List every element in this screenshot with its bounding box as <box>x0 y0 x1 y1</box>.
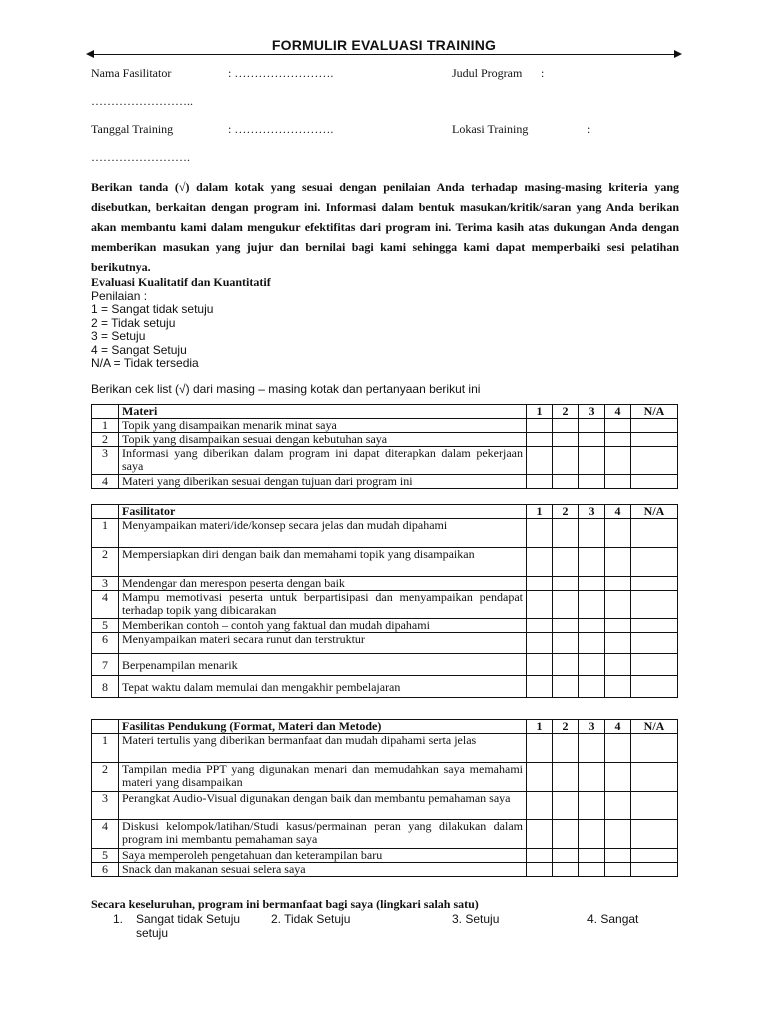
form-title: FORMULIR EVALUASI TRAINING <box>271 37 497 53</box>
table-row <box>92 820 678 849</box>
rating-checkbox[interactable] <box>605 419 631 433</box>
row-number: 4 <box>92 591 119 619</box>
table-corner <box>92 720 119 734</box>
criterion-text: Memberikan contoh – contoh yang faktual dan mudah dipahami <box>119 619 527 633</box>
table-row <box>92 676 678 698</box>
rating-checkbox[interactable] <box>527 577 553 591</box>
table-corner <box>92 405 119 419</box>
rating-checkbox[interactable] <box>605 654 631 676</box>
criterion-text: Saya memperoleh pengetahuan dan keterampilan baru <box>119 849 527 863</box>
rating-checkbox[interactable] <box>605 820 631 849</box>
rating-checkbox[interactable] <box>631 820 678 849</box>
criterion-text: Snack dan makanan sesuai selera saya <box>119 863 527 877</box>
rating-checkbox[interactable] <box>631 792 678 820</box>
rating-checkbox[interactable] <box>579 548 605 577</box>
intro-paragraph: Berikan tanda (√) dalam kotak yang sesuai dengan penilaian Anda terhadap masing-masing kriteria yang disebutkan, berkaitan dengan program ini. Informasi dalam bentuk masukan/kritik/saran yang Anda berikan akan membantu kami dalam mengukur efektifitas dari program ini. Terima kasih atas dukungan Anda dengan memberikan masukan yang jujur dan bernilai bagi kami sehingga kami dapat memperbaiki sesi pelatihan berikutnya. <box>91 180 679 274</box>
rating-col-4: 4 <box>605 505 631 519</box>
rating-checkbox[interactable] <box>527 548 553 577</box>
rating-col-4: 4 <box>605 720 631 734</box>
rating-checkbox[interactable] <box>631 734 678 763</box>
option-sangat-setuju-continued: setuju <box>136 926 169 940</box>
scale-item: 3 = Setuju <box>91 329 146 343</box>
criterion-text: Informasi yang diberikan dalam program ini dapat diterapkan dalam pekerjaan saya <box>119 447 527 475</box>
lokasi-training-label: Lokasi Training <box>452 122 529 136</box>
row-number: 1 <box>92 519 119 548</box>
lokasi-training-colon: : <box>587 122 591 136</box>
rating-col-2: 2 <box>553 405 579 419</box>
rating-checkbox[interactable] <box>631 863 678 877</box>
rating-checkbox[interactable] <box>527 591 553 619</box>
tanggal-training-field[interactable]: : ……………………. <box>228 122 334 136</box>
table-row <box>92 654 678 676</box>
criterion-text: Menyampaikan materi/ide/konsep secara jelas dan mudah dipahami <box>119 519 527 548</box>
rating-col-4: 4 <box>605 405 631 419</box>
rating-checkbox[interactable] <box>579 633 605 654</box>
rating-checkbox[interactable] <box>631 633 678 654</box>
row-number: 2 <box>92 433 119 447</box>
rating-checkbox[interactable] <box>579 619 605 633</box>
rating-checkbox[interactable] <box>553 519 579 548</box>
criterion-text: Topik yang disampaikan sesuai dengan kebutuhan saya <box>119 433 527 447</box>
rating-checkbox[interactable] <box>631 849 678 863</box>
table-row <box>92 763 678 792</box>
option-setuju[interactable]: 3. Setuju <box>452 912 500 926</box>
rating-checkbox[interactable] <box>579 419 605 433</box>
criterion-text: Tepat waktu dalam memulai dan mengakhir pembelajaran <box>119 676 527 698</box>
rating-checkbox[interactable] <box>605 475 631 489</box>
rating-checkbox[interactable] <box>527 792 553 820</box>
rating-checkbox[interactable] <box>605 633 631 654</box>
rating-checkbox[interactable] <box>605 676 631 698</box>
row-number: 7 <box>92 654 119 676</box>
option-tidak-setuju[interactable]: 2. Tidak Setuju <box>271 912 351 926</box>
rating-checkbox[interactable] <box>605 863 631 877</box>
row-number: 3 <box>92 447 119 475</box>
rating-checkbox[interactable] <box>605 548 631 577</box>
row-number: 8 <box>92 676 119 698</box>
rating-checkbox[interactable] <box>527 763 553 792</box>
rating-checkbox[interactable] <box>579 591 605 619</box>
fasilitas-table <box>91 719 678 877</box>
rating-checkbox[interactable] <box>579 433 605 447</box>
row-number: 2 <box>92 763 119 792</box>
criterion-text: Tampilan media PPT yang digunakan menari dan memudahkan saya memahami materi yang disampaikan <box>119 763 527 792</box>
rating-checkbox[interactable] <box>579 792 605 820</box>
criterion-text: Topik yang disampaikan menarik minat saya <box>119 419 527 433</box>
rating-checkbox[interactable] <box>527 433 553 447</box>
rating-checkbox[interactable] <box>553 447 579 475</box>
rating-checkbox[interactable] <box>579 763 605 792</box>
criterion-text: Berpenampilan menarik <box>119 654 527 676</box>
rating-col-3: 3 <box>579 505 605 519</box>
instruction-text: Berikan cek list (√) dari masing – masing kotak dan pertanyaan berikut ini <box>91 382 481 396</box>
row-number: 1 <box>92 734 119 763</box>
rating-checkbox[interactable] <box>579 654 605 676</box>
rating-checkbox[interactable] <box>605 577 631 591</box>
table-row <box>92 475 678 489</box>
rating-checkbox[interactable] <box>579 820 605 849</box>
rating-checkbox[interactable] <box>631 447 678 475</box>
row-number: 2 <box>92 548 119 577</box>
rating-checkbox[interactable] <box>631 433 678 447</box>
criterion-text: Mendengar dan merespon peserta dengan baik <box>119 577 527 591</box>
rating-checkbox[interactable] <box>553 792 579 820</box>
judul-program-label: Judul Program <box>452 66 523 80</box>
table-row <box>92 863 678 877</box>
rating-checkbox[interactable] <box>605 849 631 863</box>
rating-checkbox[interactable] <box>553 433 579 447</box>
rating-checkbox[interactable] <box>553 734 579 763</box>
rating-checkbox[interactable] <box>527 447 553 475</box>
rating-checkbox[interactable] <box>605 792 631 820</box>
rule-arrow-right-icon <box>674 50 682 58</box>
scale-item: 4 = Sangat Setuju <box>91 342 187 357</box>
table-row <box>92 849 678 863</box>
rating-checkbox[interactable] <box>631 619 678 633</box>
rating-checkbox[interactable] <box>605 734 631 763</box>
rating-checkbox[interactable] <box>579 447 605 475</box>
row-number: 1 <box>92 419 119 433</box>
table-heading: Materi <box>119 405 527 419</box>
materi-table <box>91 404 678 489</box>
rating-checkbox[interactable] <box>553 633 579 654</box>
rating-checkbox[interactable] <box>631 654 678 676</box>
rating-col-na: N/A <box>631 720 678 734</box>
scale-item: 2 = Tidak setuju <box>91 315 176 330</box>
table-row <box>92 548 678 577</box>
row-number: 3 <box>92 792 119 820</box>
rating-checkbox[interactable] <box>631 591 678 619</box>
rating-checkbox[interactable] <box>579 475 605 489</box>
rating-checkbox[interactable] <box>605 519 631 548</box>
table-row <box>92 619 678 633</box>
row-number: 5 <box>92 849 119 863</box>
rating-col-3: 3 <box>579 720 605 734</box>
rating-checkbox[interactable] <box>631 475 678 489</box>
rating-checkbox[interactable] <box>579 849 605 863</box>
overall-question: Secara keseluruhan, program ini bermanfaat bagi saya (lingkari salah satu) <box>91 897 479 911</box>
option-sangat-setuju[interactable]: 4. Sangat <box>587 912 639 926</box>
rating-checkbox[interactable] <box>553 654 579 676</box>
criterion-text: Menyampaikan materi secara runut dan terstruktur <box>119 633 527 654</box>
rating-col-3: 3 <box>579 405 605 419</box>
rating-checkbox[interactable] <box>579 577 605 591</box>
criterion-text: Mempersiapkan diri dengan baik dan memahami topik yang disampaikan <box>119 548 527 577</box>
rating-checkbox[interactable] <box>631 676 678 698</box>
rating-checkbox[interactable] <box>527 419 553 433</box>
rating-checkbox[interactable] <box>579 734 605 763</box>
rating-checkbox[interactable] <box>553 619 579 633</box>
rating-checkbox[interactable] <box>605 763 631 792</box>
rating-checkbox[interactable] <box>553 419 579 433</box>
rating-checkbox[interactable] <box>527 654 553 676</box>
table-corner <box>92 505 119 519</box>
table-row <box>92 591 678 619</box>
scale-item: 1 = Sangat tidak setuju <box>91 302 214 316</box>
table-row <box>92 419 678 433</box>
table-row <box>92 633 678 654</box>
rating-checkbox[interactable] <box>553 475 579 489</box>
rating-checkbox[interactable] <box>527 676 553 698</box>
fasilitator-table <box>91 504 678 698</box>
rating-checkbox[interactable] <box>553 548 579 577</box>
rating-col-1: 1 <box>527 405 553 419</box>
rating-checkbox[interactable] <box>631 548 678 577</box>
row-number: 5 <box>92 619 119 633</box>
option-1-number: 1. <box>113 912 124 926</box>
criterion-text: Diskusi kelompok/latihan/Studi kasus/permainan peran yang dilakukan dalam program ini membantu pemahaman saya <box>119 820 527 849</box>
scale-item: N/A = Tidak tersedia <box>91 356 199 370</box>
rating-checkbox[interactable] <box>579 863 605 877</box>
rating-checkbox[interactable] <box>527 863 553 877</box>
table-row <box>92 447 678 475</box>
rating-checkbox[interactable] <box>605 433 631 447</box>
rating-checkbox[interactable] <box>579 519 605 548</box>
table-row <box>92 519 678 548</box>
criterion-text: Materi tertulis yang diberikan bermanfaat dan mudah dipahami serta jelas <box>119 734 527 763</box>
row-number: 6 <box>92 633 119 654</box>
rating-checkbox[interactable] <box>631 763 678 792</box>
rating-checkbox[interactable] <box>631 519 678 548</box>
rating-col-2: 2 <box>553 505 579 519</box>
rating-checkbox[interactable] <box>527 734 553 763</box>
rating-col-na: N/A <box>631 405 678 419</box>
rating-checkbox[interactable] <box>553 676 579 698</box>
row-number: 4 <box>92 820 119 849</box>
rating-checkbox[interactable] <box>631 577 678 591</box>
row-number: 3 <box>92 577 119 591</box>
rating-checkbox[interactable] <box>527 633 553 654</box>
table-row <box>92 433 678 447</box>
rating-checkbox[interactable] <box>553 763 579 792</box>
criterion-text: Perangkat Audio-Visual digunakan dengan baik dan membantu pemahaman saya <box>119 792 527 820</box>
rating-checkbox[interactable] <box>631 419 678 433</box>
rating-checkbox[interactable] <box>553 820 579 849</box>
row-number: 4 <box>92 475 119 489</box>
rating-checkbox[interactable] <box>605 619 631 633</box>
criterion-text: Mampu memotivasi peserta untuk berpartisipasi dan menyampaikan pendapat terhadap topik yang dibicarakan <box>119 591 527 619</box>
table-heading: Fasilitator <box>119 505 527 519</box>
rating-col-1: 1 <box>527 720 553 734</box>
rating-checkbox[interactable] <box>579 676 605 698</box>
rating-checkbox[interactable] <box>605 447 631 475</box>
section-heading: Evaluasi Kualitatif dan Kuantitatif <box>91 275 271 289</box>
rating-checkbox[interactable] <box>553 591 579 619</box>
rating-checkbox[interactable] <box>553 577 579 591</box>
table-row <box>92 577 678 591</box>
rating-checkbox[interactable] <box>553 849 579 863</box>
title-rule <box>92 54 674 55</box>
rating-checkbox[interactable] <box>553 863 579 877</box>
rule-arrow-left-icon <box>86 50 94 58</box>
rating-col-na: N/A <box>631 505 678 519</box>
rating-checkbox[interactable] <box>527 475 553 489</box>
lokasi-training-field[interactable]: ……………………. <box>91 150 190 164</box>
rating-checkbox[interactable] <box>527 619 553 633</box>
table-heading: Fasilitas Pendukung (Format, Materi dan Metode) <box>119 720 527 734</box>
rating-checkbox[interactable] <box>527 519 553 548</box>
rating-col-2: 2 <box>553 720 579 734</box>
option-sangat-tidak-setuju[interactable]: Sangat tidak Setuju <box>136 912 241 926</box>
judul-program-field[interactable]: …………………….. <box>91 94 193 108</box>
nama-fasilitator-label: Nama Fasilitator <box>91 66 172 80</box>
table-row <box>92 792 678 820</box>
rating-col-1: 1 <box>527 505 553 519</box>
penilaian-label: Penilaian : <box>91 289 148 303</box>
row-number: 6 <box>92 863 119 877</box>
rating-checkbox[interactable] <box>527 849 553 863</box>
rating-checkbox[interactable] <box>527 820 553 849</box>
judul-program-colon: : <box>541 66 545 80</box>
nama-fasilitator-field[interactable]: : ……………………. <box>228 66 334 80</box>
table-row <box>92 734 678 763</box>
criterion-text: Materi yang diberikan sesuai dengan tujuan dari program ini <box>119 475 527 489</box>
rating-checkbox[interactable] <box>605 591 631 619</box>
tanggal-training-label: Tanggal Training <box>91 122 174 136</box>
